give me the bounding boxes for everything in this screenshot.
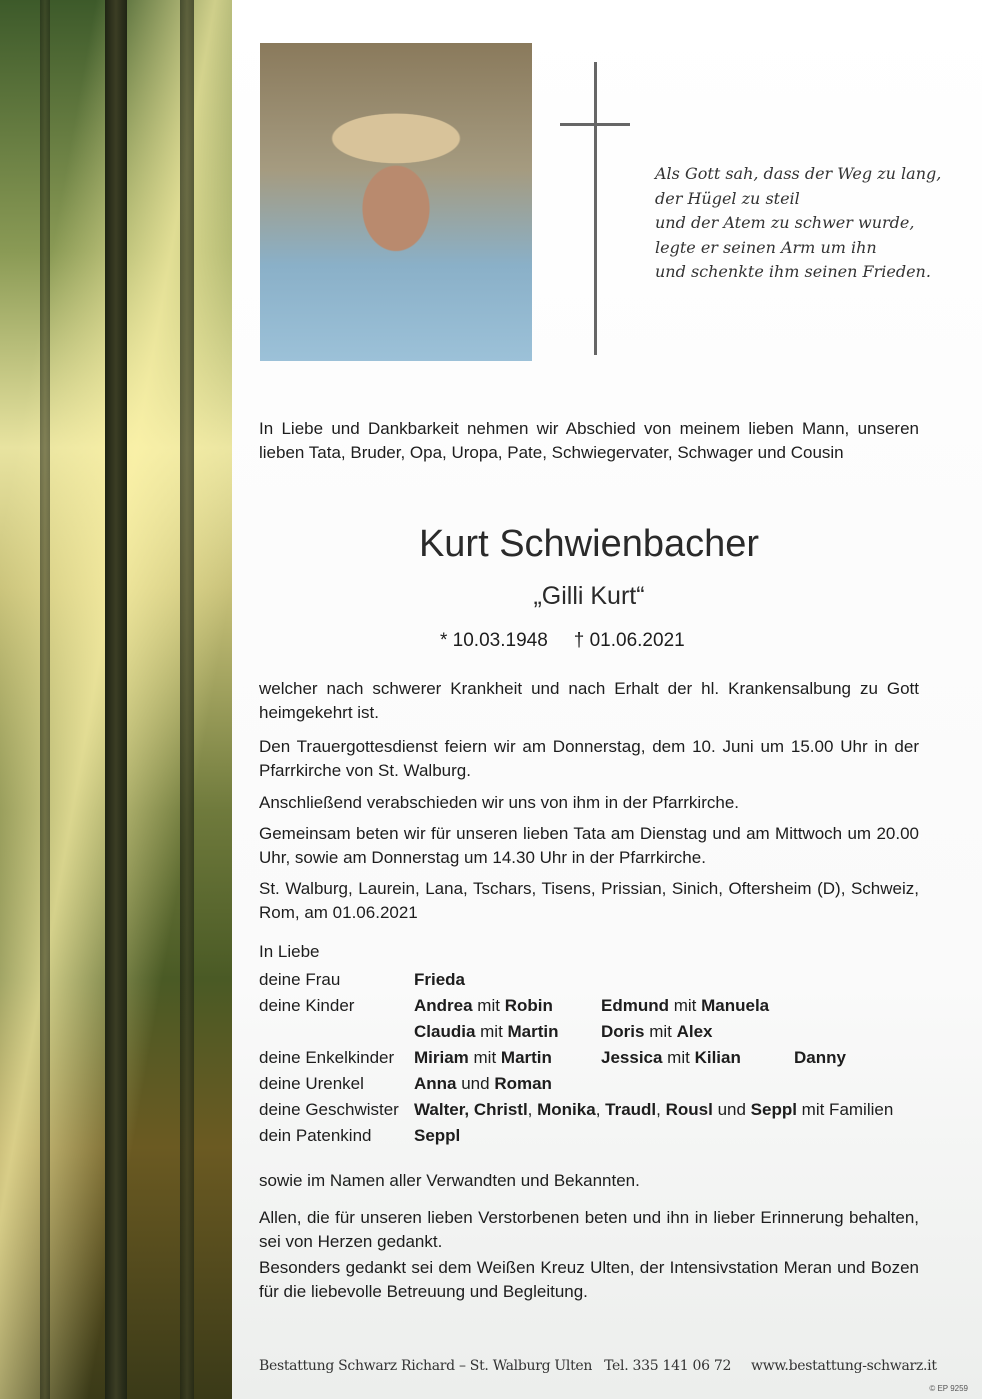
family-names: [414, 1126, 460, 1146]
phone: Tel. 335 141 06 72: [604, 1358, 732, 1374]
print-code: © EP 9259: [929, 1384, 968, 1393]
family-names: [414, 1022, 559, 1042]
forest-sunlight-image: [0, 0, 232, 1399]
person-name: Edmund: [601, 996, 669, 1015]
family-names: [414, 996, 553, 1016]
connector-text: ,: [656, 1100, 666, 1119]
connector-text: und: [456, 1074, 495, 1093]
closing-line: Allen, die für unseren lieben Verstorbenen beten und ihn in lieber Erinnerung behalten, sei von Herzen gedankt.: [259, 1208, 919, 1251]
connector-text: mit: [662, 1048, 695, 1067]
family-names: [414, 1100, 893, 1120]
person-name: Kilian: [694, 1048, 741, 1067]
connector-text: ,: [595, 1100, 606, 1119]
relation-label: deine Geschwister: [259, 1100, 399, 1119]
funeral-home: Bestattung Schwarz Richard – St. Walburg Ulten: [259, 1358, 593, 1374]
footer: [259, 1358, 949, 1374]
paragraph: Den Trauergottesdienst feiern wir am Donnerstag, dem 10. Juni um 15.00 Uhr in der Pfarrkirche von St. Walburg.: [259, 737, 919, 780]
family-names: [601, 996, 769, 1016]
poem-line: legte er seinen Arm um ihn: [655, 237, 877, 257]
death-date: † 01.06.2021: [573, 630, 685, 651]
person-name: Seppl: [414, 1126, 461, 1145]
relation-label: deine Urenkel: [259, 1074, 364, 1093]
connector-text: mit: [468, 1048, 501, 1067]
connector-text: ,: [527, 1100, 538, 1119]
family-names: [794, 1048, 846, 1068]
person-name: Rousl: [665, 1100, 713, 1119]
person-name: Martin: [507, 1022, 559, 1041]
connector-text: mit: [475, 1022, 508, 1041]
person-name: Jessica: [601, 1048, 663, 1067]
relation-label: deine Enkelkinder: [259, 1048, 395, 1067]
cross-icon: [594, 62, 597, 355]
relation-label: deine Kinder: [259, 996, 355, 1015]
person-name: Andrea: [414, 996, 473, 1015]
connector-text: mit: [669, 996, 702, 1015]
closing-line: sowie im Namen aller Verwandten und Bekannten.: [259, 1171, 640, 1190]
person-name: Monika: [537, 1100, 596, 1119]
person-name: Miriam: [414, 1048, 469, 1067]
connector-text: mit Familien: [796, 1100, 894, 1119]
poem-line: Als Gott sah, dass der Weg zu lang,: [655, 164, 942, 183]
birth-date: * 10.03.1948: [440, 630, 548, 651]
person-name: Claudia: [414, 1022, 476, 1041]
person-name: Roman: [494, 1074, 552, 1093]
person-name: Traudl: [605, 1100, 657, 1119]
family-names: [414, 970, 465, 990]
relation-label: dein Patenkind: [259, 1126, 372, 1145]
person-name: Martin: [500, 1048, 552, 1067]
poem: [655, 162, 941, 285]
paragraph: Gemeinsam beten wir für unseren lieben Tata am Dienstag und am Mittwoch um 20.00 Uhr, sowie am Donnerstag um 14.30 Uhr in der Pfarrkirche.: [259, 824, 919, 867]
poem-line: und schenkte ihm seinen Frieden.: [655, 262, 931, 281]
portrait-photo: [260, 43, 532, 361]
paragraph: welcher nach schwerer Krankheit und nach Erhalt der hl. Krankensalbung zu Gott heimgekehrt ist.: [259, 679, 919, 722]
connector-text: und: [712, 1100, 751, 1119]
person-name: Anna: [414, 1074, 457, 1093]
nickname: „Gilli Kurt“: [533, 582, 645, 610]
connector-text: mit: [472, 996, 505, 1015]
intro-text: In Liebe und Dankbarkeit nehmen wir Abschied von meinem lieben Mann, unseren lieben Tata, Bruder, Opa, Uropa, Pate, Schwiegervater, Schwager und Cousin: [259, 419, 919, 462]
connector-text: mit: [644, 1022, 677, 1041]
poem-line: der Hügel zu steil: [655, 188, 800, 208]
family-names: [414, 1074, 552, 1094]
family-names: [601, 1022, 713, 1042]
poem-line: und der Atem zu schwer wurde,: [655, 213, 915, 232]
person-name: Walter, Christl: [414, 1100, 528, 1119]
family-names: [414, 1048, 552, 1068]
paragraph: St. Walburg, Laurein, Lana, Tschars, Tisens, Prissian, Sinich, Oftersheim (D), Schweiz, Rom, am 01.06.2021: [259, 879, 919, 922]
closing-line: Besonders gedankt sei dem Weißen Kreuz Ulten, der Intensivstation Meran und Bozen für die liebevolle Betreuung und Begleitung.: [259, 1258, 919, 1301]
person-name: Doris: [601, 1022, 645, 1041]
person-name: Frieda: [414, 970, 466, 989]
deceased-name: Kurt Schwienbacher: [418, 523, 760, 565]
person-name: Robin: [504, 996, 553, 1015]
family-names: [601, 1048, 741, 1068]
paragraph: Anschließend verabschieden wir uns von ihm in der Pfarrkirche.: [259, 793, 740, 812]
relation-label: deine Frau: [259, 970, 341, 989]
cross-icon-bar: [560, 123, 630, 126]
dates: [440, 630, 711, 652]
person-name: Danny: [794, 1048, 846, 1067]
person-name: Seppl: [750, 1100, 797, 1119]
person-name: Manuela: [701, 996, 770, 1015]
in-liebe: In Liebe: [259, 942, 320, 961]
person-name: Alex: [676, 1022, 713, 1041]
website-link[interactable]: www.bestattung-schwarz.it: [751, 1358, 937, 1374]
